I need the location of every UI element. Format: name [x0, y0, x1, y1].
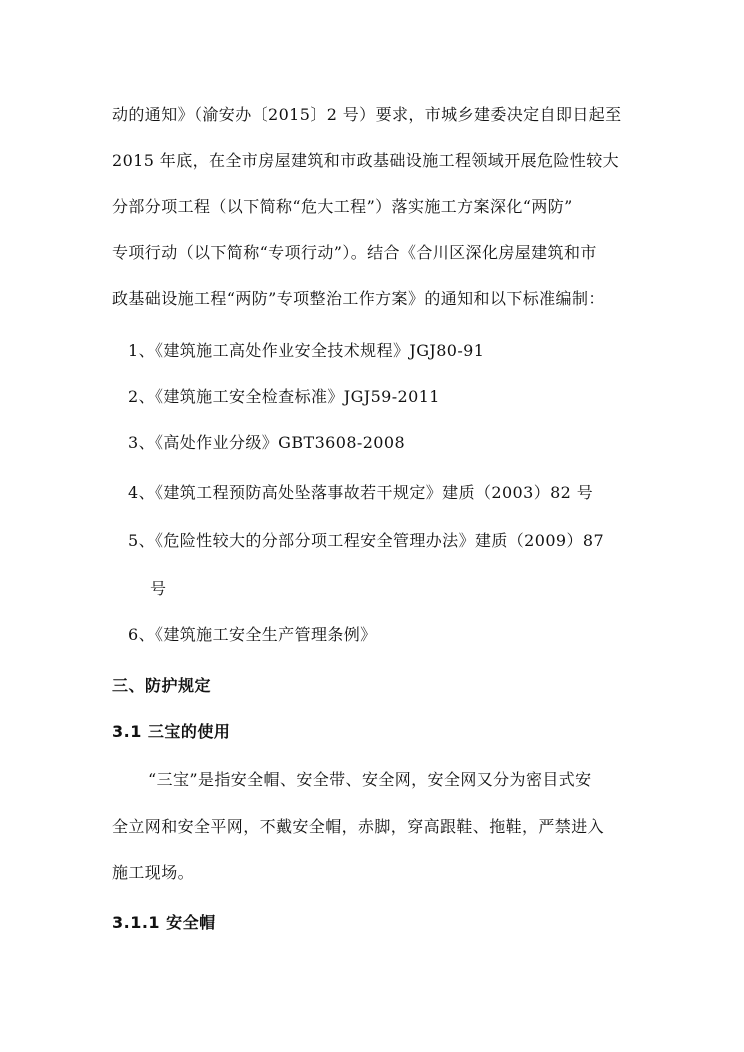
intro-line-3: 分部分项工程（以下简称“危大工程”）落实施工方案深化“两防”	[112, 197, 573, 216]
subsection-paragraph-line-1: “三宝”是指安全帽、安全带、安全网，安全网又分为密目式安	[148, 770, 592, 789]
standard-item-2: 2、《建筑施工安全检查标准》JGJ59-2011	[128, 387, 440, 406]
subsection-heading: 3.1 三宝的使用	[112, 722, 231, 741]
standard-item-5-continued: 号	[150, 579, 167, 598]
standard-item-4: 4、《建筑工程预防高处坠落事故若干规定》建质（2003）82 号	[128, 483, 594, 502]
intro-line-5: 政基础设施工程“两防”专项整治工作方案》的通知和以下标准编制：	[112, 289, 605, 308]
standard-item-3: 3、《高处作业分级》GBT3608-2008	[128, 433, 406, 452]
section-heading: 三、防护规定	[112, 676, 212, 695]
standard-item-5: 5、《危险性较大的分部分项工程安全管理办法》建质（2009）87	[128, 531, 605, 550]
subsubsection-heading: 3.1.1 安全帽	[112, 913, 216, 932]
subsection-paragraph-line-3: 施工现场。	[112, 863, 195, 882]
standard-item-1: 1、《建筑施工高处作业安全技术规程》JGJ80-91	[128, 341, 485, 360]
subsection-paragraph-line-2: 全立网和安全平网，不戴安全帽，赤脚，穿高跟鞋、拖鞋，严禁进入	[112, 817, 605, 836]
intro-line-4: 专项行动（以下简称“专项行动”）。结合《合川区深化房屋建筑和市	[112, 243, 597, 262]
intro-line-2: 2015 年底，在全市房屋建筑和市政基础设施工程领域开展危险性较大	[112, 151, 620, 170]
intro-line-1: 动的通知》（渝安办〔2015〕2 号）要求，市城乡建委决定自即日起至	[112, 105, 622, 124]
standard-item-6: 6、《建筑施工安全生产管理条例》	[128, 625, 377, 644]
